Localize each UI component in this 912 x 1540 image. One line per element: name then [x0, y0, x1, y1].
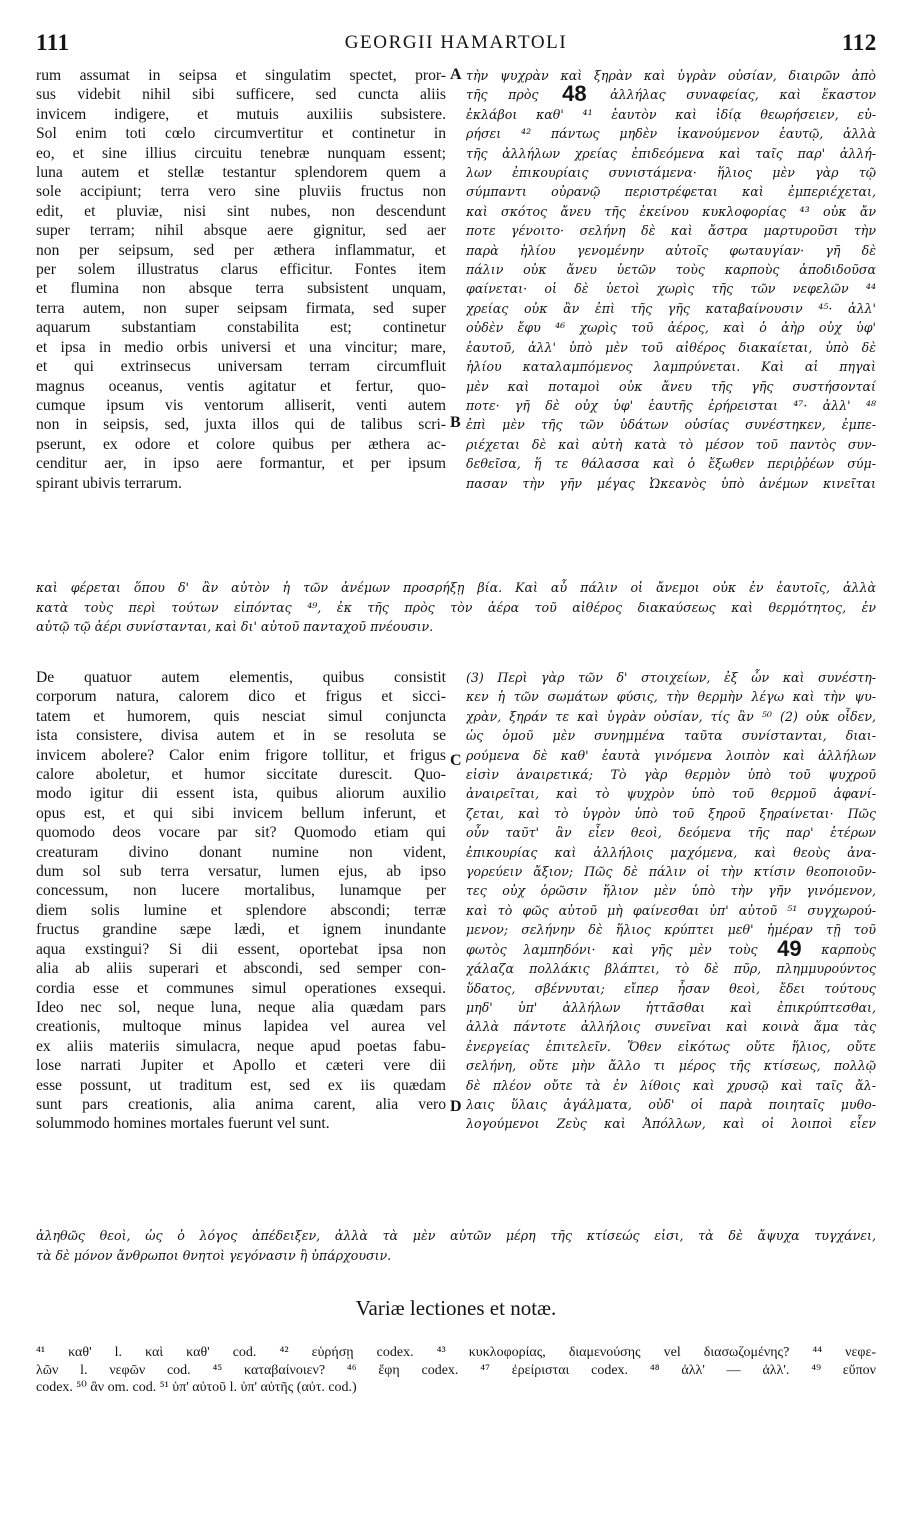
page-number-left: 111 — [36, 30, 70, 55]
latin-line: rum assumat in seipsa et singulatim spectet, pror- — [36, 67, 446, 84]
greek-line: εἰσὶν ἀναιρετικά; Τὸ γὰρ θερμὸν ὑπὸ τοῦ ψυχροῦ — [466, 767, 876, 783]
latin-line: lose narrati Jupiter et Apollo et cæteri vere dii — [36, 1057, 446, 1075]
greek-line: ποτε· γῆ δὲ οὐχ ὑφ' ἑαυτῆς ἐρήρεισται ⁴⁷· ἀλλ' ⁴⁸ — [466, 397, 876, 413]
latin-line: invicem indigere, et mutuis auxiliis subsistere. — [36, 105, 446, 123]
greek-line: φαίνεται· οἱ δὲ ὑετοὶ χωρὶς τῆς τῶν νεφελῶν ⁴⁴ — [466, 281, 876, 297]
greek-line: ἐνεργείας ἐπιτελεῖν. Ὅθεν εἰκότως οὔτε ἥλιος, οὔτε — [466, 1038, 876, 1054]
note-line: λῶν l. νεφῶν cod. ⁴⁵ καταβαίνοιεν? ⁴⁶ ἔφη codex. ⁴⁷ ἐρείρισται codex. ⁴⁸ ἀλλ' — ἀλλ'. ⁴⁹ εὔπον — [36, 1362, 876, 1378]
greek-line: σύμπαντι οὐρανῷ περιστρέφεται καὶ ἐμπεριέχεται, — [466, 184, 876, 200]
latin-column-2 — [36, 668, 446, 1134]
note-line: ⁴¹ καθ' l. καὶ καθ' cod. ⁴² εὑρήσῃ codex. ⁴³ κυκλοφορίας, διαμενούσης vel διασωζομένης? ⁴⁴ νεφε- — [36, 1345, 876, 1360]
greek-line: ἀλλὰ πάντοτε ἀλλήλοις συνεῖναι καὶ κοινὰ ἅμα τὰς — [466, 1019, 876, 1035]
latin-line: ista consistere, divisa autem et in se resoluta se — [36, 727, 446, 745]
latin-line: eo, et sine illius circuitu tenebræ nunquam essent; — [36, 144, 446, 162]
note-line: codex. ⁵⁰ ἂν om. cod. ⁵¹ ὑπ' αὐτοῦ l. ὑπ' αὐτῆς (αὐτ. cod.) — [36, 1380, 357, 1395]
greek-line: αὐτῷ τῷ ἀέρι συνίστανται, καὶ δι' αὐτοῦ πανταχοῦ πνέουσιν. — [36, 619, 434, 635]
greek-line: ἀναιρεῖται, καὶ τὸ ψυχρὸν ὑπὸ τοῦ θερμοῦ ἀφανί- — [466, 786, 876, 802]
margin-letter-a: A — [450, 66, 462, 83]
latin-line: De quatuor autem elementis, quibus consistit — [36, 669, 446, 686]
latin-line: sunt pars creationis, alia anima carent, alia vero — [36, 1095, 446, 1113]
latin-line: esse possunt, ut traditum est, sed ex iis quædam — [36, 1076, 446, 1094]
latin-line: modo igitur dii essent ista, quibus aliorum auxilio — [36, 785, 446, 803]
latin-line: quomodo deos vocare par sit? Quomodo etiam qui — [36, 824, 446, 842]
page-number-right: 112 — [842, 30, 877, 55]
greek-line: γορεύειν ἄξιον; Πῶς δὲ πάλιν οἱ τὴν κτίσιν θεοποιοῦν- — [466, 864, 876, 880]
greek-line: κατὰ τοὺς περὶ τούτων εἰπόντας ⁴⁹, ἐκ τῆς πρὸς τὸν ἀέρα τοῦ αἰθέρος διακαύσεως καὶ θερμότητος, ἐν — [36, 599, 876, 615]
greek-line: χρείας οὐκ ἂν ἐπὶ τῆς γῆς καταβαίνουσιν ⁴⁵· ἀλλ' — [466, 300, 876, 316]
greek-line: δεθεῖσα, ἥ τε θάλασσα καὶ ὁ ἔξωθεν περιῤῥέων σύμ- — [466, 456, 876, 472]
greek-line-part: καρποὺς — [821, 941, 876, 957]
greek-line: ἡλίου καταλαμπόμενος λαμπρύνεται. Καὶ αἱ πηγαὶ — [466, 359, 876, 375]
latin-line: Ideo nec sol, neque luna, neque alia quædam pars — [36, 998, 446, 1016]
greek-line: ποτε γένοιτο· σελήνη δὲ καὶ ἄστρα μαρτυροῦσι τὴν — [466, 223, 876, 239]
greek-line: ἑαυτοῦ, ἀλλ' ὑπὸ μὲν τοῦ αἰθέρος διακαίεται, ὑπὸ δὲ — [466, 339, 876, 355]
margin-letter-c: C — [450, 752, 462, 769]
column-number: 49 — [777, 939, 802, 960]
latin-line: et flumina non absque terra subsistent unquam, — [36, 280, 446, 298]
latin-line: dum sol sub terra versatur, lumen ejus, ab ipso — [36, 863, 446, 881]
greek-line — [466, 85, 876, 104]
greek-line: καὶ φέρεται ὅπου δ' ἂν αὐτὸν ἡ τῶν ἀνέμων προσρήξῃ βία. Καὶ αὖ πάλιν οἱ ἄνεμοι οὐκ ἐν ἑαυτοῖς, ἀλλὰ — [36, 580, 876, 595]
greek-line-part: φωτὸς λαμπηδόνι· καὶ γῆς μὲν τοὺς — [466, 941, 758, 957]
latin-line: edit, et pluviæ, nisi sint nubes, non descendunt — [36, 202, 446, 220]
latin-line: tatem et humorem, quis nesciat simul conjuncta — [36, 707, 446, 725]
greek-line: μενον; σελήνην δὲ ἥλιος κρύπτει μεθ' ἡμέραν τῇ τοῦ — [466, 922, 876, 938]
greek-line: ἀληθῶς θεοὶ, ὡς ὁ λόγος ἀπέδειξεν, ἀλλὰ τὰ μὲν αὐτῶν μέρη τῆς κτίσεώς εἰσι, τὰ δὲ ἄψυχα τυγχάνει, — [36, 1228, 876, 1243]
latin-line: aqua exstingui? Si dii essent, oportebat ipsa non — [36, 940, 446, 958]
latin-line: magnus oceanus, ventis agitatur et fertur, quo- — [36, 377, 446, 395]
latin-line: sole accipiunt; terra vero sine pluviis fructus non — [36, 183, 446, 201]
greek-line: παρὰ ἡλίου γενομένην αὐτοῖς φωταυγίαν· γῆ δὲ — [466, 242, 876, 258]
latin-line: terra autem, non super seipsam firmata, sed super — [36, 299, 446, 317]
greek-line: δὲ πλέον οὔτε τὰ ἐν λίθοις καὶ χρυσῷ καὶ ταῖς ἄλ- — [466, 1077, 876, 1093]
latin-line: creaturam divino donant numine non vident, — [36, 843, 446, 861]
greek-line: λων ἐπικουρίαις συνιστάμενα· ἥλιος μὲν γὰρ τῷ — [466, 165, 876, 181]
greek-line: ριέχεται δὲ καὶ αὐτὴ κατὰ τὸ μέσον τοῦ παντὸς συν- — [466, 436, 876, 452]
greek-line — [466, 940, 876, 959]
greek-line: χάλαζα πολλάκις βλάπτει, τὸ δὲ πῦρ, πλημμυρούντος — [466, 961, 876, 977]
greek-line: λογούμενοι Ζεὺς καὶ Ἀπόλλων, καὶ οἱ λοιποὶ εἶεν — [466, 1116, 876, 1132]
greek-line: τὴν ψυχρὰν καὶ ξηρὰν καὶ ὑγρὰν οὐσίαν, διαιρῶν ἀπὸ — [466, 68, 876, 83]
latin-line: per solem illustratus clarus efficitur. Fontes item — [36, 261, 446, 279]
latin-line: cumque ipsum vis ventorum alliserit, venti autem — [36, 396, 446, 414]
variant-notes — [36, 1344, 876, 1397]
greek-line-part: τῆς πρὸς — [466, 87, 539, 103]
greek-line: οὖν ταῦτ' ἂν εἶεν θεοὶ, δεόμενα τῆς παρ' ἑτέρων — [466, 825, 876, 841]
margin-letter-b: B — [450, 414, 461, 431]
greek-line: χρὰν, ξηράν τε καὶ ὑγρὰν οὐσίαν, τίς ἂν ⁵⁰ (2) οὐκ οἶδεν, — [466, 708, 876, 724]
latin-line: super terram; nihil absque aere gignitur, sed aer — [36, 222, 446, 240]
latin-line: ex aliis materiis simulacra, neque apud poetas fabu- — [36, 1037, 446, 1055]
latin-line: cordia esse et communes simul operationes exsequi. — [36, 979, 446, 997]
latin-line: alia ab aliis superari et abscondi, sed semper con- — [36, 960, 446, 978]
greek-line: πάλιν οὐκ ἄνευ ὑετῶν τοὺς καρποὺς ἀποδιδοῦσα — [466, 262, 876, 278]
margin-letter-d: D — [450, 1098, 462, 1115]
greek-line: ἐπικουρίας καὶ ἀλλήλοις μαχόμενα, καὶ θεοὺς ἀνα- — [466, 844, 876, 860]
latin-line: calore aboletur, et humor siccitate durescit. Quo- — [36, 766, 446, 784]
latin-line: solummodo homines mortales fuerunt vel sunt. — [36, 1115, 330, 1133]
latin-line: concessum, non lucere mortalibus, lunamque per — [36, 882, 446, 900]
latin-column-1 — [36, 66, 446, 493]
latin-line: corporum natura, calorem dico et frigus et sicci- — [36, 688, 446, 706]
greek-line: μὲν καὶ ποταμοὶ οὐκ ἄνευ τῆς γῆς συστήσονταί — [466, 378, 876, 394]
greek-line: ρούμενα δὲ καθ' ἑαυτὰ γινόμενα λοιπὸν καὶ ἀλλήλων — [466, 747, 876, 763]
greek-full-width-1 — [36, 578, 876, 637]
running-head — [0, 30, 912, 60]
greek-line: ἐπὶ μὲν τῆς τῶν ὑδάτων οὐσίας συνέστηκεν, ἐμπε- — [466, 417, 876, 433]
latin-line: opus est, et qui sibi invicem bellum inferunt, et — [36, 804, 446, 822]
latin-line: et ipsa in medio orbis universi et una vincitur; mare, — [36, 338, 446, 356]
greek-line: καὶ τὸ φῶς αὐτοῦ μὴ φαίνεσθαι ὑπ' αὐτοῦ ⁵¹ συγχωρού- — [466, 902, 876, 918]
greek-line: (3) Περὶ γὰρ τῶν δ' στοιχείων, ἐξ ὧν καὶ συνέστη- — [466, 670, 876, 685]
greek-line: τες οὐχ ὁρῶσιν ἥλιον μὲν ὑπὸ τὴν γῆν γινόμενον, — [466, 883, 876, 899]
running-title: GEORGII HAMARTOLI — [344, 32, 568, 53]
greek-line: ἐκλάβοι καθ' ⁴¹ ἑαυτὸν καὶ ἰδίᾳ θεωρήσειεν, εὑ- — [466, 106, 876, 122]
latin-line: non in seipsis, sed, juxta illos qui de talibus scri- — [36, 416, 446, 434]
greek-line: πασαν τὴν γῆν μέγας Ὠκεανὸς ὑπὸ ἀνέμων κινεῖται — [466, 475, 876, 491]
latin-line: et qui extrinsecus universam terram circumfluit — [36, 358, 446, 376]
greek-full-width-2 — [36, 1226, 876, 1265]
latin-line: diem solis lumine et splendore abscondi; terræ — [36, 901, 446, 919]
latin-line: sus videbit nihil sibi sufficere, sed cuncta aliis — [36, 86, 446, 104]
latin-line: pserunt, ex odore et colore quibus per æthera ac- — [36, 435, 446, 453]
latin-line: non per seipsum, sed per æthera inflammatur, et — [36, 241, 446, 259]
greek-line: τῆς ἀλλήλων χρείας ἐπιδεόμενα καὶ ταῖς παρ' ἀλλή- — [466, 145, 876, 161]
greek-line: ὕδατος, σβέννυται; εἴπερ ἦσαν θεοὶ, ἔδει τούτους — [466, 980, 876, 996]
greek-column-1 — [466, 66, 876, 493]
column-number: 48 — [562, 85, 587, 105]
greek-column-2 — [466, 668, 876, 1134]
latin-line: creationis, multoque minus lapidea vel aurea vel — [36, 1018, 446, 1036]
latin-line: cenditur aer, in ipso aere formantur, et per ipsum — [36, 455, 446, 473]
latin-line: spirant ubivis terrarum. — [36, 474, 182, 492]
notes-heading: Variæ lectiones et notæ. — [355, 1296, 557, 1320]
greek-line: κεν ἡ τῶν σωμάτων φύσις, τὴν θερμὴν λέγω καὶ τὴν ψυ- — [466, 689, 876, 705]
greek-line: καὶ σκότος ἄνευ τῆς ἐκείνου κυκλοφορίας ⁴³ οὐκ ἄν — [466, 203, 876, 219]
greek-line: μηδ' ὑπ' ἀλλήλων ἡττᾶσθαι καὶ ἐπικρύπτεσθαι, — [466, 999, 876, 1015]
greek-line: σελήνη, οὔτε μὴν ἄλλο τι μέρος τῆς κτίσεως, πολλῷ — [466, 1058, 876, 1074]
greek-line: ὡς ὁμοῦ μὲν συνημμένα ταῦτα συνίστανται, διαι- — [466, 728, 876, 744]
greek-line: ζεται, καὶ τὸ ὑγρὸν ὑπὸ τοῦ ξηροῦ ξηραίνεται· Πῶς — [466, 805, 876, 821]
latin-line: luna autem et stellæ testantur splendorem quem a — [36, 164, 446, 182]
latin-line: aquarum substantiam constabilita est; continetur — [36, 319, 446, 337]
greek-line-part: ἀλλήλας συναφείας, καὶ ἕκαστον — [610, 87, 876, 103]
greek-line: λαις ὕλαις ἀγάλματα, οὐδ' οἱ παρὰ ποιηταῖς μυθο- — [466, 1096, 876, 1112]
greek-line: οὐδὲν ἔφυ ⁴⁶ χωρὶς τοῦ ἀέρος, καὶ ὁ ἀὴρ οὐχ ὑφ' — [466, 320, 876, 336]
latin-line: invicem abolere? Calor enim frigore tollitur, et frigus — [36, 746, 446, 764]
latin-line: fructus grandine sæpe lædi, et ignem inundante — [36, 921, 446, 939]
latin-line: Sol enim toti cœlo circumvertitur et continetur in — [36, 125, 446, 143]
greek-line: τὰ δὲ μόνον ἄνθρωποι θνητοὶ γεγόνασιν ἢ ὑπάρχουσιν. — [36, 1247, 392, 1263]
greek-line: ρήσει ⁴² πάντως μηδὲν ἱκανούμενον ἑαυτῷ, ἀλλὰ — [466, 126, 876, 142]
